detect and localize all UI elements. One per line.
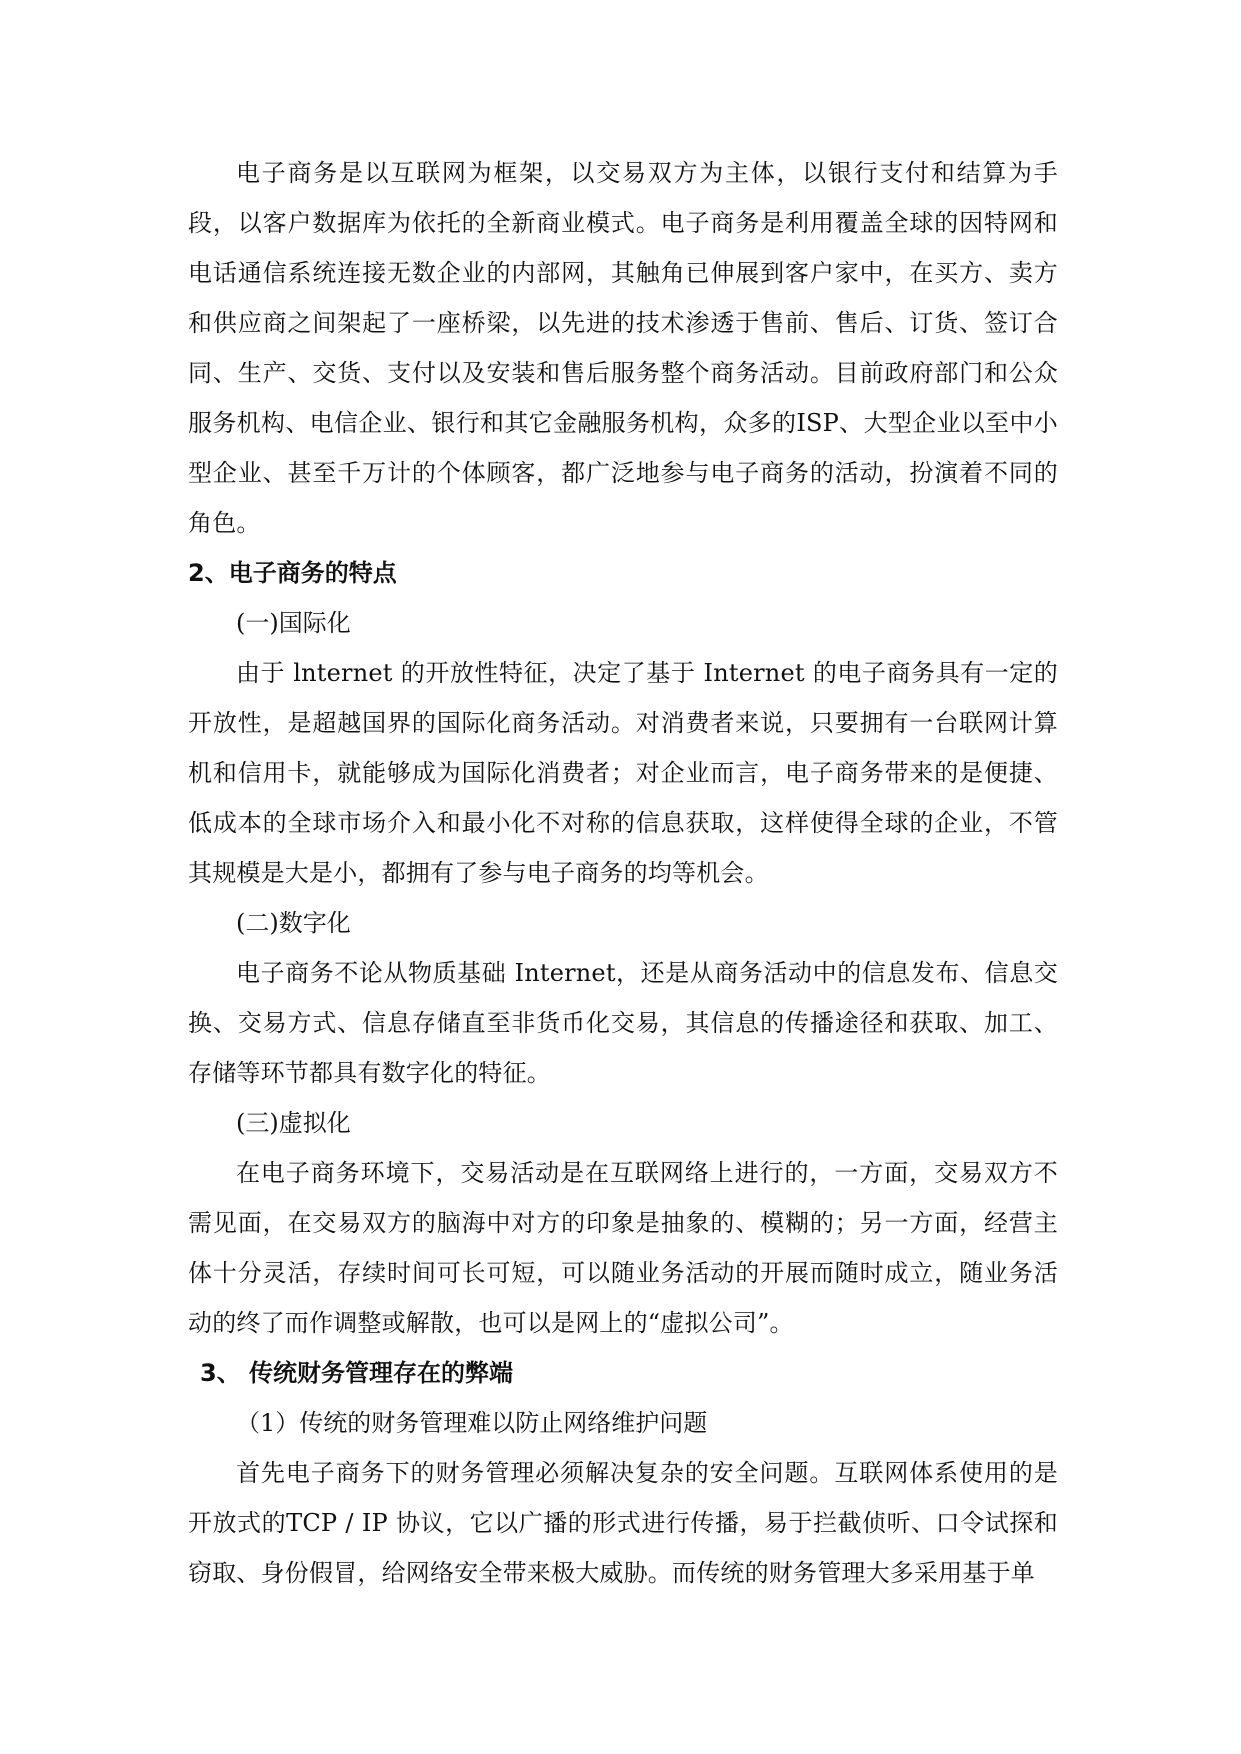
section-heading-ecommerce-features: 2、电子商务的特点 — [188, 559, 397, 587]
paragraph-virtualization: 在电子商务环境下，交易活动是在互联网络上进行的，一方面，交易双方不需见面，在交易双方的脑海中对方的印象是抽象的、模糊的；另一方面，经营主体十分灵活，存续时间可长可短，可以随业务活动的开展而随时成立，随业务活动的终了而作调整或解散，也可以是网上的“虚拟公司”。 — [188, 1159, 1058, 1337]
paragraph-internationalization: 由于 lnternet 的开放性特征，决定了基于 Internet 的电子商务具有一定的开放性，是超越国界的国际化商务活动。对消费者来说，只要拥有一台联网计算机和信用卡，就能够成为国际化消费者；对企业而言，电子商务带来的是便捷、低成本的全球市场介入和最小化不对称的信息获取，这样使得全球的企业，不管其规模是大是小，都拥有了参与电子商务的均等机会。 — [188, 659, 1058, 887]
subheading-internationalization: (一)国际化 — [236, 609, 351, 637]
paragraph-ecommerce-definition: 电子商务是以互联网为框架，以交易双方为主体，以银行支付和结算为手段，以客户数据库为依托的全新商业模式。电子商务是利用覆盖全球的因特网和电话通信系统连接无数企业的内部网，其触角已伸展到客户家中，在买方、卖方和供应商之间架起了一座桥梁，以先进的技术渗透于售前、售后、订货、签订合同、生产、交货、支付以及安装和售后服务整个商务活动。目前政府部门和公众服务机构、电信企业、银行和其它金融服务机构，众多的ISP、大型企业以至中小型企业、甚至千万计的个体顾客，都广泛地参与电子商务的活动，扮演着不同的角色。 — [188, 159, 1058, 537]
document-body — [188, 148, 1058, 1598]
section-heading-traditional-finance-drawbacks: 3、 传统财务管理存在的弊端 — [200, 1359, 514, 1387]
subheading-virtualization: (三)虚拟化 — [236, 1109, 351, 1137]
paragraph-digitalization: 电子商务不论从物质基础 Internet，还是从商务活动中的信息发布、信息交换、交易方式、信息存储直至非货币化交易，其信息的传播途径和获取、加工、存储等环节都具有数字化的特征。 — [188, 959, 1058, 1087]
subheading-network-maintenance: （1）传统的财务管理难以防止网络维护问题 — [236, 1409, 708, 1437]
subheading-digitalization: (二)数字化 — [236, 909, 351, 937]
paragraph-security-issues: 首先电子商务下的财务管理必须解决复杂的安全问题。互联网体系使用的是开放式的TCP / IP 协议，它以广播的形式进行传播，易于拦截侦听、口令试探和窃取、身份假冒，给网络安全带来极大威胁。而传统的财务管理大多采用基于单 — [188, 1459, 1058, 1587]
